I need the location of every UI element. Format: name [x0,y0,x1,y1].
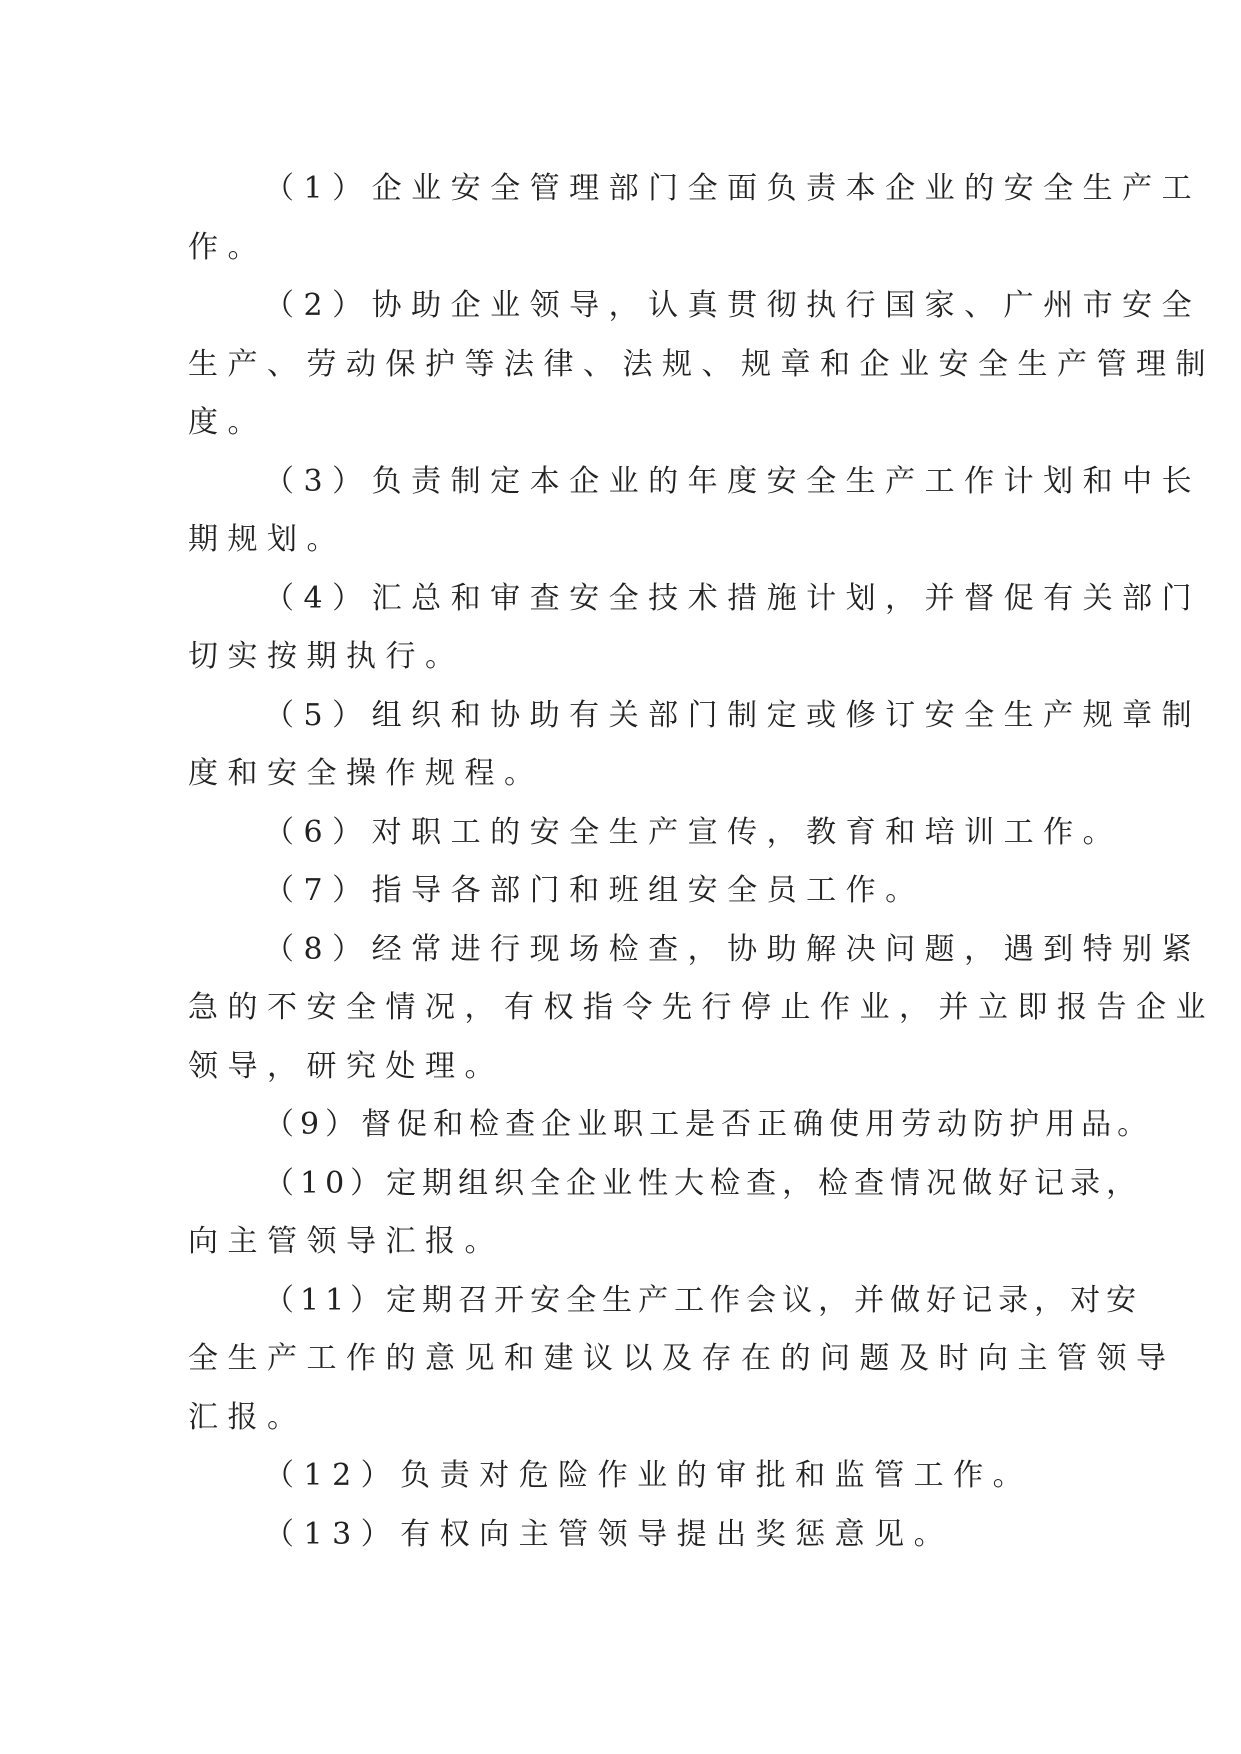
paragraph-10 [188,1155,1143,1272]
paragraph-line: （12）负责对危险作业的审批和监管工作。 [264,1458,1033,1493]
paragraph-line: （6）对职工的安全生产宣传，教育和培训工作。 [264,814,1123,850]
paragraph-8 [188,921,1215,1097]
paragraph-line: （4）汇总和审查安全技术措施计划，并督促有关部门 [264,580,1202,616]
paragraph-line: 度和安全操作规程。 [188,756,544,791]
paragraph-line: 期规划。 [188,522,346,557]
paragraph-line: 度。 [188,405,267,440]
paragraph-3 [188,453,1202,570]
paragraph-line: （1）企业安全管理部门全面负责本企业的安全生产工 [264,171,1202,206]
paragraph-line: （9）督促和检查企业职工是否正确使用劳动防护用品。 [264,1107,1154,1142]
paragraph-line: 汇报。 [188,1399,307,1435]
paragraph-11 [188,1272,1176,1448]
paragraph-line: 生产、劳动保护等法律、法规、规章和企业安全生产管理制 [188,346,1215,382]
paragraph-4 [188,570,1202,687]
paragraph-line: 切实按期执行。 [188,639,465,674]
paragraph-9 [188,1096,1154,1155]
document-body [188,160,1215,1564]
paragraph-6 [188,804,1123,863]
paragraph-5 [188,687,1202,804]
paragraph-2 [188,277,1215,453]
paragraph-line: 急的不安全情况，有权指令先行停止作业，并立即报告企业 [188,990,1215,1025]
paragraph-line: （11）定期召开安全生产工作会议，并做好记录，对安 [264,1282,1143,1318]
paragraph-line: 作。 [188,229,267,265]
paragraph-line: （8）经常进行现场检查，协助解决问题，遇到特别紧 [264,931,1202,967]
paragraph-line: （3）负责制定本企业的年度安全生产工作计划和中长 [264,463,1202,499]
paragraph-line: （13）有权向主管领导提出奖惩意见。 [264,1516,954,1552]
paragraph-7 [188,862,1068,921]
paragraph-line: （2）协助企业领导，认真贯彻执行国家、广州市安全 [264,288,1202,323]
paragraph-line: （10）定期组织全企业性大检查，检查情况做好记录， [264,1165,1143,1201]
paragraph-13 [188,1506,1068,1565]
paragraph-1 [188,160,1202,277]
paragraph-line: （5）组织和协助有关部门制定或修订安全生产规章制 [264,697,1202,733]
paragraph-line: 全生产工作的意见和建议以及存在的问题及时向主管领导 [188,1341,1176,1376]
paragraph-line: 向主管领导汇报。 [188,1224,504,1259]
paragraph-line: （7）指导各部门和班组安全员工作。 [264,873,925,908]
paragraph-12 [188,1447,1068,1506]
paragraph-line: 领导，研究处理。 [188,1048,504,1084]
